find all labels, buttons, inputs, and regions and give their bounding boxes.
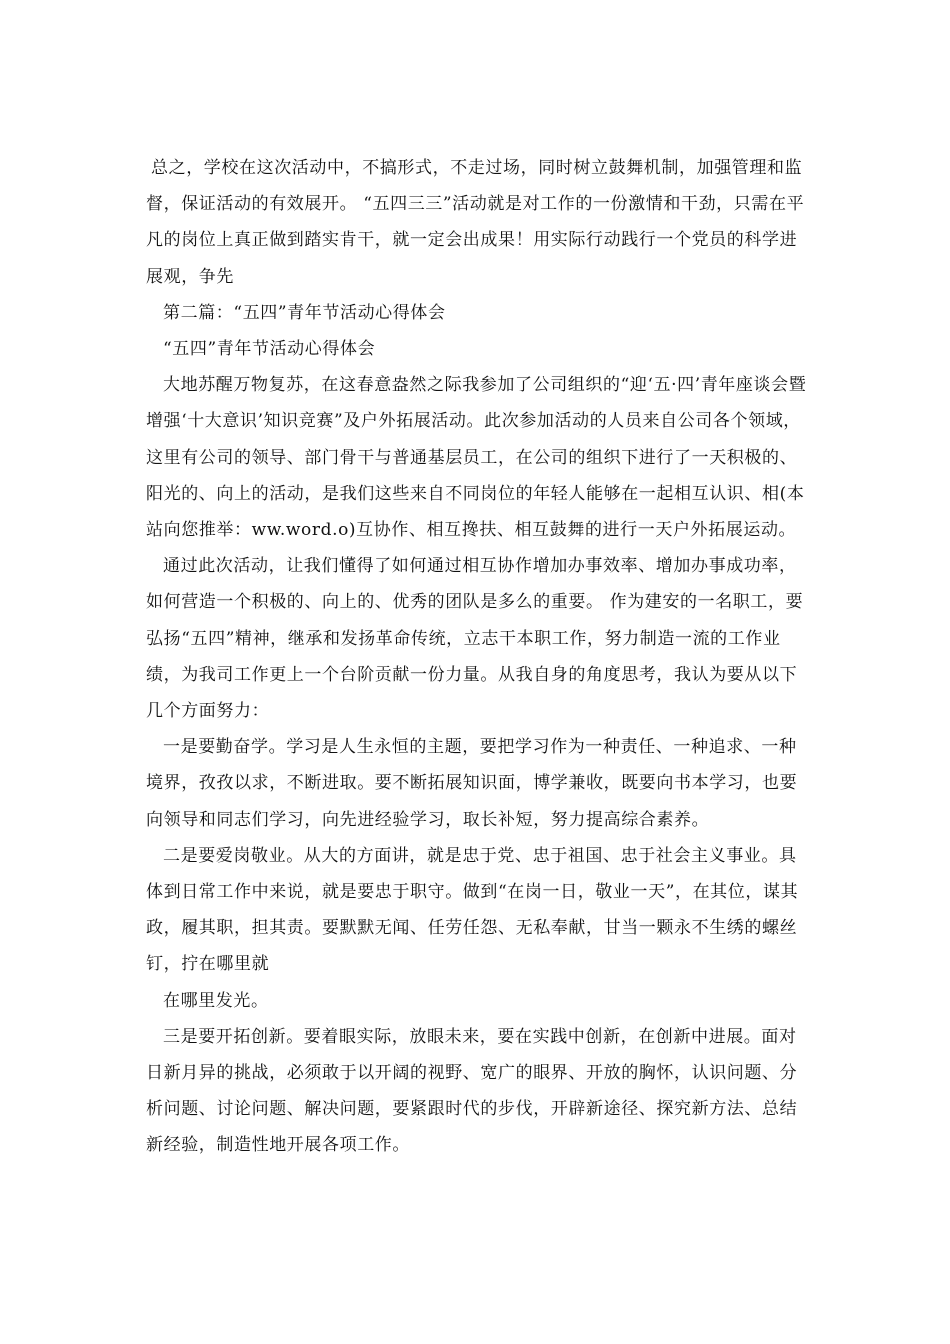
paragraph-point-two: 二是要爱岗敬业。从大的方面讲，就是忠于党、忠于祖国、忠于社会主义事业。具体到日常工作中来说，就是要忠于职守。做到“在岗一日，敬业一天”，在其位，谋其政，履其职，担其责。要默默无闻、任劳任怨、无私奉献，甘当一颗永不生绣的螺丝钉，拧在哪里就 bbox=[146, 845, 799, 975]
document-body bbox=[146, 150, 810, 1164]
paragraph-point-one: 一是要勤奋学。学习是人生永恒的主题，要把学习作为一种责任、一种追求、一种境界，孜孜以求，不断进取。要不断拓展知识面，博学兼收，既要向书本学习，也要向领导和同志们学习，向先进经验学习，取长补短，努力提高综合素养。 bbox=[146, 737, 798, 830]
section-heading: 第二篇：“五四”青年节活动心得体会 bbox=[163, 302, 446, 323]
paragraph-point-three: 三是要开拓创新。要着眼实际，放眼未来，要在实践中创新，在创新中进展。面对日新月异的挑战，必须敢于以开阔的视野、宽广的眼界、开放的胸怀，认识问题、分析问题、讨论问题、解决问题，要紧跟时代的步伐，开辟新途径、探究新方法、总结新经验，制造性地开展各项工作。 bbox=[146, 1026, 798, 1156]
article-title: “五四”青年节活动心得体会 bbox=[163, 339, 376, 360]
paragraph-point-two-continued: 在哪里发光。 bbox=[163, 990, 269, 1011]
paragraph-conclusion: 总之，学校在这次活动中，不搞形式，不走过场，同时树立鼓舞机制，加强管理和监督，保证活动的有效展开。 “五四三三”活动就是对工作的一份激情和干劲，只需在平凡的岗位上真正做到踏实肯干，就一定会出成果！用实际行动践行一个党员的科学进展观，争先 bbox=[146, 158, 805, 287]
paragraph-intro: 大地苏醒万物复苏，在这春意盎然之际我参加了公司组织的“迎‘五·四’青年座谈会暨增强‘十大意识’知识竞赛”及户外拓展活动。此次参加活动的人员来自公司各个领域，这里有公司的领导、部门骨干与普通基层员工，在公司的组织下进行了一天积极的、阳光的、向上的活动，是我们这些来自不同岗位的年轻人能够在一起相互认识、相(本站向您推举：ww.word.o)互协作、相互搀扶、相互鼓舞的进行一天户外拓展运动。 bbox=[146, 375, 807, 541]
paragraph-lessons: 通过此次活动，让我们懂得了如何通过相互协作增加办事效率、增加办事成功率，如何营造一个积极的、向上的、优秀的团队是多么的重要。 作为建安的一名职工，要弘扬“五四”精神，继承和发扬革命传统，立志干本职工作，努力制造一流的工作业绩，为我司工作更上一个台阶贡献一份力量。从我自身的角度思考，我认为要从以下几个方面努力： bbox=[146, 556, 804, 722]
